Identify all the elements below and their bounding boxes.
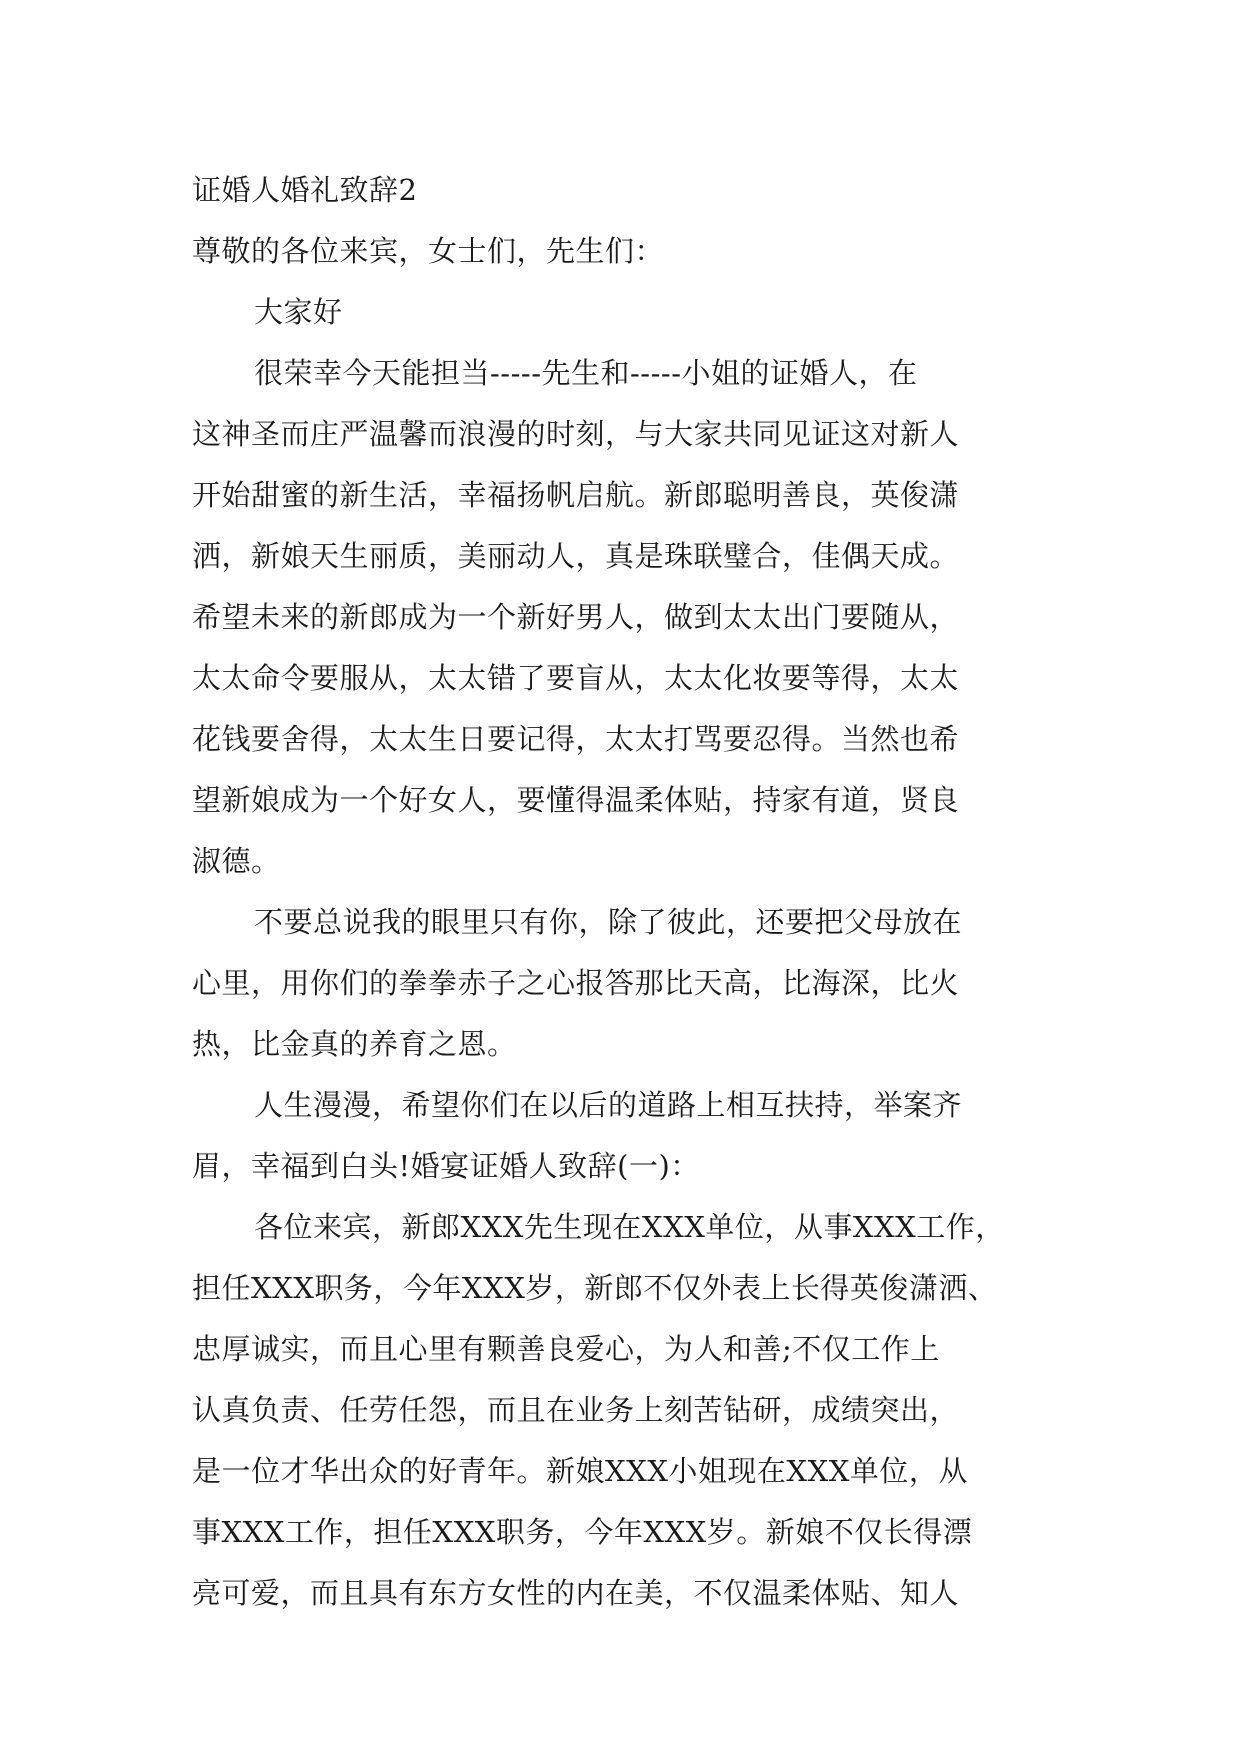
- body-line: 人生漫漫，希望你们在以后的道路上相互扶持，举案齐: [254, 1088, 963, 1122]
- document-body: [192, 160, 1072, 1624]
- body-line: 望新娘成为一个好女人，要懂得温柔体贴，持家有道，贤良: [192, 783, 960, 817]
- document-title: 证婚人婚礼致辞2: [192, 173, 418, 207]
- body-line: 淑德。: [192, 844, 281, 878]
- body-line: 这神圣而庄严温馨而浪漫的时刻，与大家共同见证这对新人: [192, 417, 960, 451]
- body-line: 花钱要舍得，太太生日要记得，太太打骂要忍得。当然也希: [192, 722, 960, 756]
- greeting-line: 大家好: [254, 295, 343, 329]
- body-line: 心里，用你们的拳拳赤子之心报答那比天高，比海深，比火: [192, 966, 960, 1000]
- body-line: 洒，新娘天生丽质，美丽动人，真是珠联璧合，佳偶天成。: [192, 539, 960, 573]
- body-line: 忠厚诚实，而且心里有颗善良爱心，为人和善;不仅工作上: [192, 1332, 940, 1366]
- body-line: 事XXX工作，担任XXX职务，今年XXX岁。新娘不仅长得漂: [192, 1515, 973, 1549]
- body-line: 眉，幸福到白头!婚宴证婚人致辞(一)：: [192, 1149, 700, 1183]
- body-line: 不要总说我的眼里只有你，除了彼此，还要把父母放在: [254, 905, 963, 939]
- salutation-line: 尊敬的各位来宾，女士们，先生们：: [192, 234, 665, 268]
- body-line: 担任XXX职务，今年XXX岁，新郎不仅外表上长得英俊潇洒、: [192, 1271, 998, 1305]
- body-line: 希望未来的新郎成为一个新好男人，做到太太出门要随从，: [192, 600, 960, 634]
- body-line: 亮可爱，而且具有东方女性的内在美，不仅温柔体贴、知人: [192, 1576, 960, 1610]
- body-line: 太太命令要服从，太太错了要盲从，太太化妆要等得，太太: [192, 661, 960, 695]
- body-line: 很荣幸今天能担当-----先生和-----小姐的证婚人，在: [254, 356, 918, 390]
- body-line: 开始甜蜜的新生活，幸福扬帆启航。新郎聪明善良，英俊潇: [192, 478, 960, 512]
- body-line: 是一位才华出众的好青年。新娘XXX小姐现在XXX单位，从: [192, 1454, 968, 1488]
- body-line: 认真负责、任劳任怨，而且在业务上刻苦钻研，成绩突出，: [192, 1393, 960, 1427]
- body-line: 各位来宾，新郎XXX先生现在XXX单位，从事XXX工作，: [254, 1210, 1005, 1244]
- body-line: 热，比金真的养育之恩。: [192, 1027, 517, 1061]
